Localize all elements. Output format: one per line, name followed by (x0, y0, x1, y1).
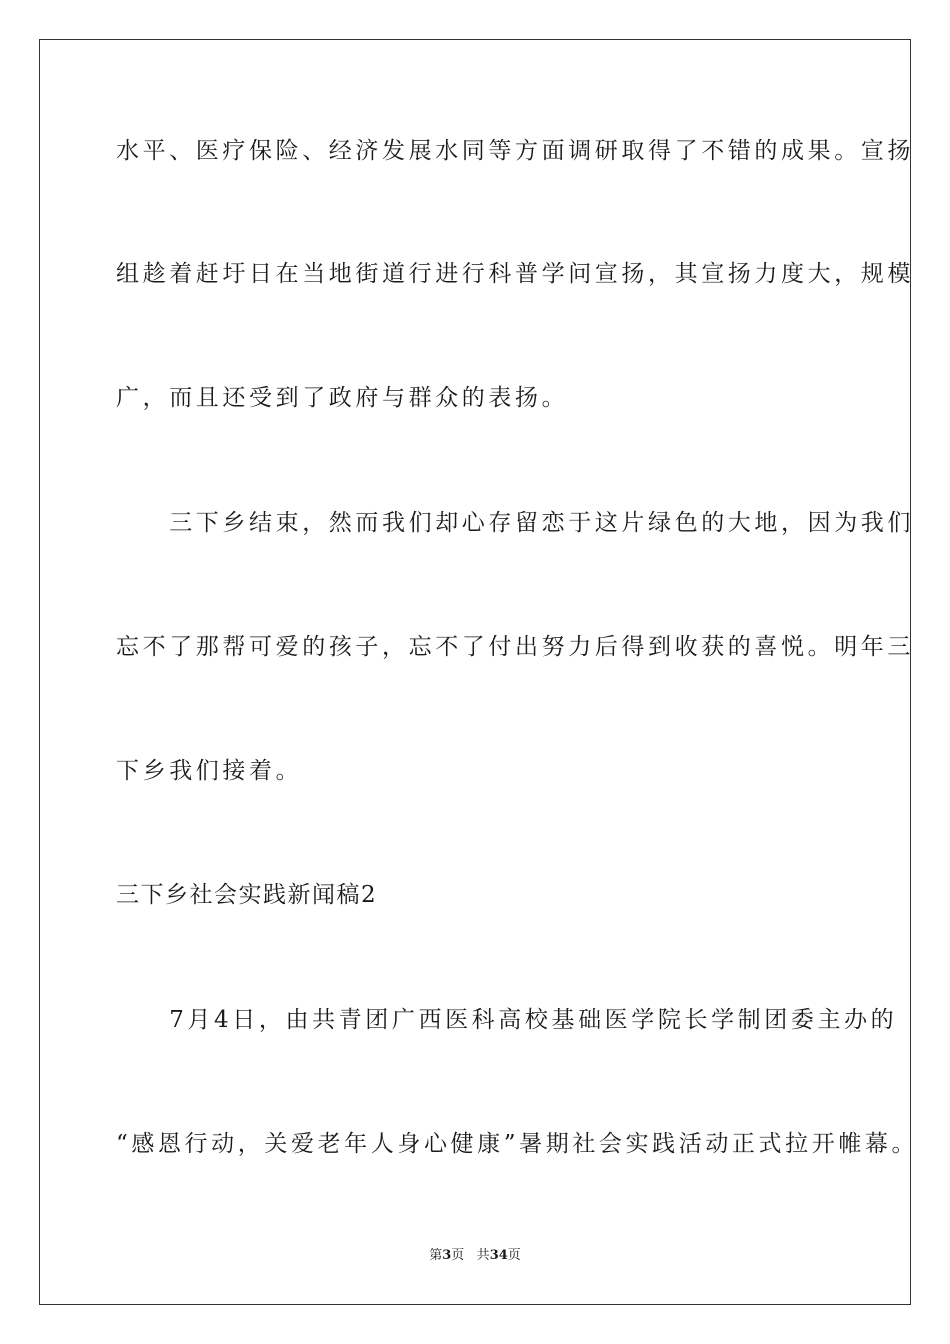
body-text-line: 忘不了那帮可爱的孩子，忘不了付出努力后得到收获的喜悦。明年三 (116, 634, 914, 660)
section-heading: 三下乡社会实践新闻稿2 (116, 882, 378, 908)
page-footer (0, 1247, 950, 1265)
body-text-line: 组趁着赶圩日在当地街道行进行科普学问宣扬，其宣扬力度大，规模 (116, 261, 914, 287)
page-prefix: 第 (429, 1248, 443, 1263)
total-suffix: 页 (507, 1248, 521, 1263)
page-total: 34 (489, 1248, 508, 1263)
body-text-line: 下乡我们接着。 (116, 758, 303, 784)
body-text-line: 广，而且还受到了政府与群众的表扬。 (116, 385, 569, 411)
page-current: 3 (442, 1248, 452, 1263)
page-suffix: 页 (451, 1248, 465, 1263)
page-border (39, 39, 911, 1305)
body-text-line: “感恩行动，关爱老年人身心健康”暑期社会实践活动正式拉开帷幕。 (116, 1131, 919, 1157)
total-prefix: 共 (476, 1248, 490, 1263)
body-text-line: 水平、医疗保险、经济发展水同等方面调研取得了不错的成果。宣扬 (116, 138, 914, 164)
paragraph-first-line: 7月4日，由共青团广西医科高校基础医学院长学制团委主办的 (116, 1007, 898, 1033)
paragraph-first-line: 三下乡结束，然而我们却心存留恋于这片绿色的大地，因为我们 (116, 510, 914, 536)
